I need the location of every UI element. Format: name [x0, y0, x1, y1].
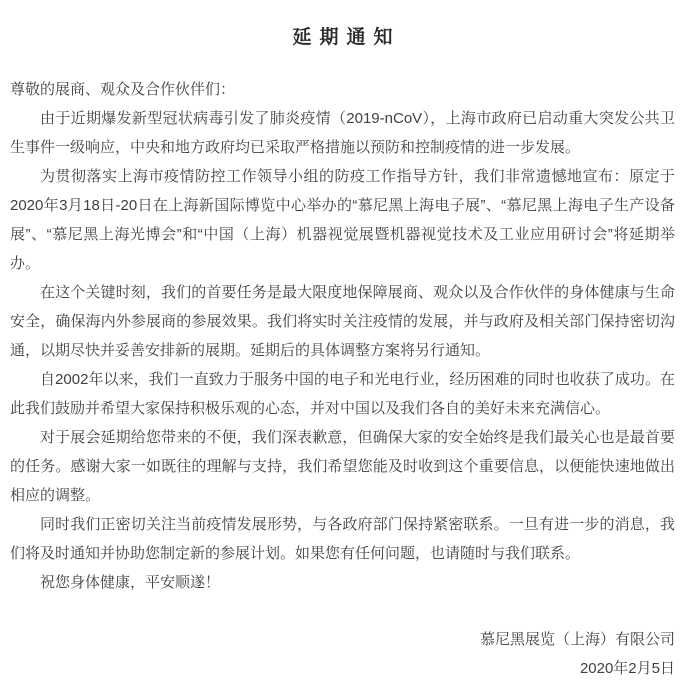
salutation: 尊敬的展商、观众及合作伙伴们： — [10, 81, 236, 98]
signature-block — [10, 625, 675, 683]
notice-paragraph: 自2002年以来，我们一直致力于服务中国的电子和光电行业，经历困难的同时也收获了成功。在此我们鼓励并希望大家保持积极乐观的心态，并对中国以及我们各自的美好未来充满信心。 — [10, 371, 675, 417]
notice-paragraph: 在这个关键时刻，我们的首要任务是最大限度地保障展商、观众以及合作伙伴的身体健康与生命安全，确保海内外参展商的参展效果。我们将实时关注疫情的发展，并与政府及相关部门保持密切沟通，以期尽快并妥善安排新的展期。延期后的具体调整方案将另行通知。 — [10, 284, 675, 359]
notice-paragraph: 祝您身体健康，平安顺遂！ — [40, 574, 221, 591]
notice-paragraph: 为贯彻落实上海市疫情防控工作领导小组的防疫工作指导方针，我们非常遗憾地宣布：原定于2020年3月18日-20日在上海新国际博览中心举办的“慕尼黑上海电子展”、“慕尼黑上海电子生产设备展”、“慕尼黑上海光博会”和“中国（上海）机器视觉展暨机器视觉技术及工业应用研讨会”将延期举办。 — [10, 168, 675, 272]
notice-title: 延期通知 — [292, 27, 401, 48]
notice-paragraph: 由于近期爆发新型冠状病毒引发了肺炎疫情（2019-nCoV），上海市政府已启动重大突发公共卫生事件一级响应，中央和地方政府均已采取严格措施以预防和控制疫情的进一步发展。 — [10, 110, 675, 156]
notice-paragraph: 对于展会延期给您带来的不便，我们深表歉意，但确保大家的安全始终是我们最关心也是最首要的任务。感谢大家一如既往的理解与支持，我们希望您能及时收到这个重要信息，以便能快速地做出相应的调整。 — [10, 429, 675, 504]
signature-date: 2020年2月5日 — [579, 660, 675, 677]
notice-paragraph: 同时我们正密切关注当前疫情发展形势，与各政府部门保持紧密联系。一旦有进一步的消息，我们将及时通知并协助您制定新的参展计划。如果您有任何问题，也请随时与我们联系。 — [10, 516, 675, 562]
signature-company: 慕尼黑展览（上海）有限公司 — [479, 631, 675, 648]
